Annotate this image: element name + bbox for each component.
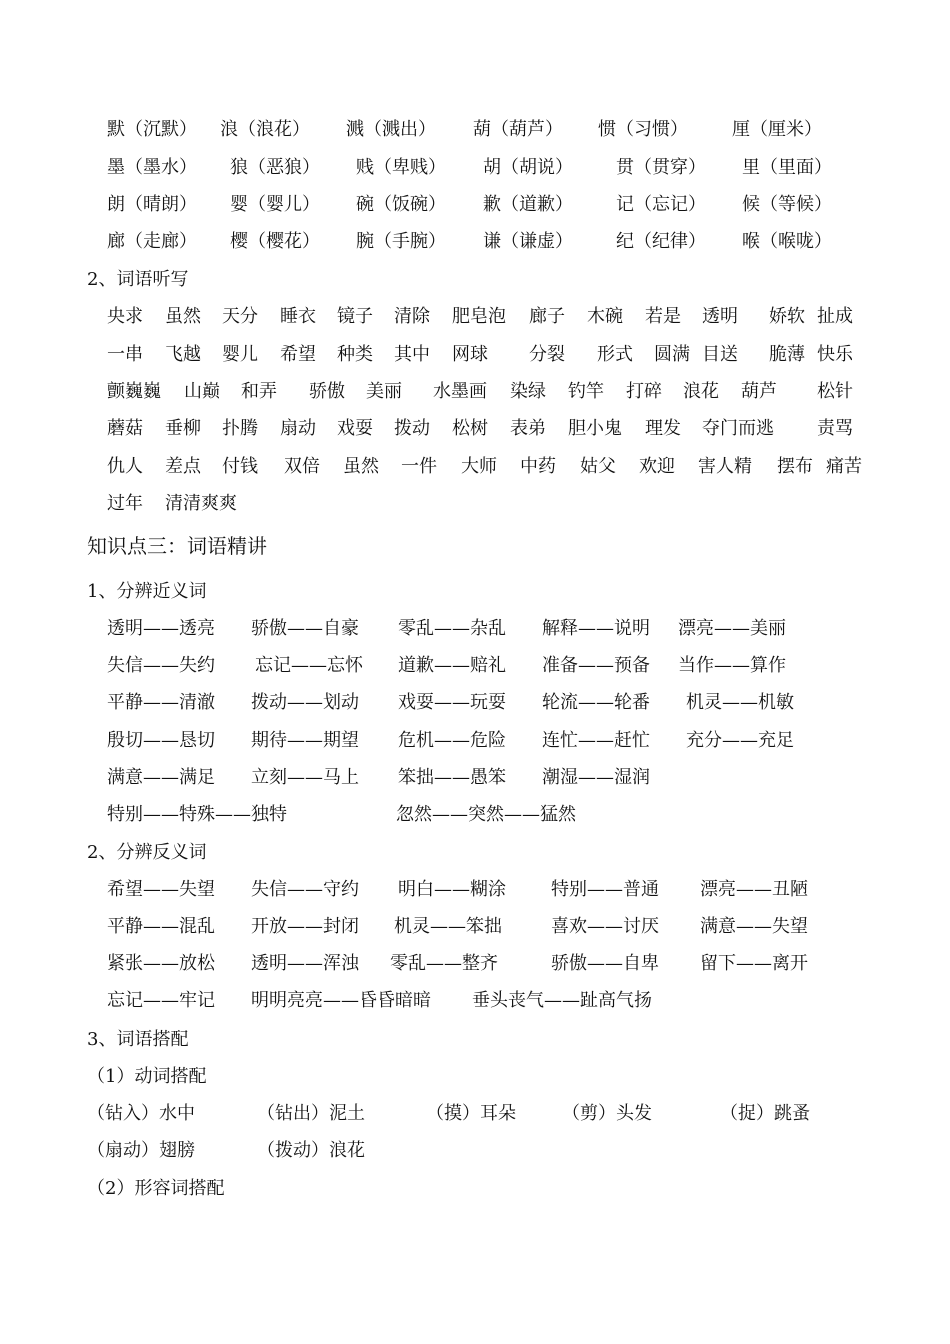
synonyms-heading: 1、分辨近义词 <box>87 581 207 602</box>
collocation-item: （钻出）泥土 <box>257 1103 365 1124</box>
word-item: 垂柳 <box>165 418 201 439</box>
word-pair: 满意——失望 <box>700 916 808 937</box>
char-item: 婴（婴儿） <box>230 194 320 215</box>
word-item: 害人精 <box>698 456 752 477</box>
word-pair: 满意——满足 <box>107 767 215 788</box>
word-item: 理发 <box>645 418 681 439</box>
section-title: 知识点三：词语精讲 <box>87 534 267 558</box>
word-item: 扇动 <box>280 418 316 439</box>
word-pair: 紧张——放松 <box>107 953 215 974</box>
char-item: 纪（纪律） <box>616 231 706 252</box>
collocation-item: （剪）头发 <box>562 1103 652 1124</box>
word-item: 种类 <box>337 344 373 365</box>
word-pair: 零乱——整齐 <box>390 953 498 974</box>
word-item: 天分 <box>222 306 258 327</box>
word-item: 颤巍巍 <box>107 381 161 402</box>
word-pair: 喜欢——讨厌 <box>551 916 659 937</box>
word-item: 仇人 <box>107 456 143 477</box>
word-pair: 骄傲——自豪 <box>251 618 359 639</box>
word-pair: 骄傲——自卑 <box>551 953 659 974</box>
word-item: 山巅 <box>184 381 220 402</box>
word-item: 其中 <box>394 344 430 365</box>
word-pair: 失信——守约 <box>251 879 359 900</box>
word-item: 大师 <box>461 456 497 477</box>
word-item: 骄傲 <box>309 381 345 402</box>
word-item: 透明 <box>702 306 738 327</box>
word-pair: 拨动——划动 <box>251 692 359 713</box>
word-item: 和弄 <box>241 381 277 402</box>
word-pair: 危机——危险 <box>398 730 506 751</box>
word-item: 廊子 <box>529 306 565 327</box>
char-item: 厘（厘米） <box>732 119 822 140</box>
word-pair: 解释——说明 <box>542 618 650 639</box>
char-item: 默（沉默） <box>107 119 197 140</box>
word-item: 央求 <box>107 306 143 327</box>
word-item: 松树 <box>452 418 488 439</box>
char-item: 碗（饭碗） <box>356 194 446 215</box>
word-item: 戏耍 <box>337 418 373 439</box>
word-pair: 明白——糊涂 <box>398 879 506 900</box>
word-item: 一件 <box>401 456 437 477</box>
word-item: 葫芦 <box>741 381 777 402</box>
word-item: 欢迎 <box>639 456 675 477</box>
word-item: 圆满 <box>654 344 690 365</box>
char-item: 狼（恶狼） <box>230 157 320 178</box>
verb-collocation-heading: （1）动词搭配 <box>87 1066 207 1087</box>
word-item: 浪花 <box>683 381 719 402</box>
word-pair: 殷切——恳切 <box>107 730 215 751</box>
word-item: 责骂 <box>817 418 853 439</box>
word-pair: 轮流——轮番 <box>542 692 650 713</box>
word-item: 差点 <box>165 456 201 477</box>
char-item: 墨（墨水） <box>107 157 197 178</box>
word-pair: 机灵——笨拙 <box>394 916 502 937</box>
word-item: 摆布 <box>777 456 813 477</box>
word-pair: 漂亮——美丽 <box>678 618 786 639</box>
char-item: 贱（卑贱） <box>356 157 446 178</box>
word-pair: 特别——普通 <box>551 879 659 900</box>
word-pair: 立刻——马上 <box>251 767 359 788</box>
word-item: 打碎 <box>626 381 662 402</box>
word-pair: 当作——算作 <box>678 655 786 676</box>
char-item: 胡（胡说） <box>483 157 573 178</box>
collocation-item: （拨动）浪花 <box>257 1140 365 1161</box>
word-pair: 笨拙——愚笨 <box>398 767 506 788</box>
word-pair: 平静——混乱 <box>107 916 215 937</box>
char-item: 候（等候） <box>742 194 832 215</box>
char-item: 贯（贯穿） <box>616 157 706 178</box>
word-pair: 充分——充足 <box>686 730 794 751</box>
word-pair: 戏耍——玩耍 <box>398 692 506 713</box>
char-item: 廊（走廊） <box>107 231 197 252</box>
collocation-item: （扇动）翅膀 <box>87 1140 195 1161</box>
word-pair: 忽然——突然——猛然 <box>396 804 576 825</box>
char-item: 朗（晴朗） <box>107 194 197 215</box>
word-item: 若是 <box>645 306 681 327</box>
adj-collocation-heading: （2）形容词搭配 <box>87 1178 225 1199</box>
word-item: 蘑菇 <box>107 418 143 439</box>
collocation-item: （钻入）水中 <box>87 1103 195 1124</box>
word-pair: 透明——浑浊 <box>251 953 359 974</box>
word-pair: 期待——期望 <box>251 730 359 751</box>
word-pair: 连忙——赶忙 <box>542 730 650 751</box>
word-pair: 留下——离开 <box>700 953 808 974</box>
word-pair: 潮湿——湿润 <box>542 767 650 788</box>
word-item: 脆薄 <box>769 344 805 365</box>
word-item: 虽然 <box>343 456 379 477</box>
word-pair: 忘记——忘怀 <box>255 655 363 676</box>
word-item: 钓竿 <box>568 381 604 402</box>
char-item: 葫（葫芦） <box>473 119 563 140</box>
word-pair: 特别——特殊——独特 <box>107 804 287 825</box>
word-pair: 道歉——赔礼 <box>398 655 506 676</box>
word-pair: 希望——失望 <box>107 879 215 900</box>
word-item: 希望 <box>280 344 316 365</box>
char-item: 喉（喉咙） <box>742 231 832 252</box>
word-item: 过年 <box>107 493 143 514</box>
word-item: 木碗 <box>587 306 623 327</box>
antonyms-heading: 2、分辨反义词 <box>87 842 207 863</box>
dictation-heading: 2、词语听写 <box>87 269 189 290</box>
word-item: 网球 <box>452 344 488 365</box>
word-item: 松针 <box>817 381 853 402</box>
collocation-heading: 3、词语搭配 <box>87 1029 189 1050</box>
word-item: 清除 <box>394 306 430 327</box>
word-item: 镜子 <box>337 306 373 327</box>
word-item: 虽然 <box>165 306 201 327</box>
word-item: 双倍 <box>284 456 320 477</box>
char-item: 谦（谦虚） <box>483 231 573 252</box>
word-item: 付钱 <box>222 456 258 477</box>
word-pair: 垂头丧气——趾高气扬 <box>472 990 652 1011</box>
char-item: 溅（溅出） <box>346 119 436 140</box>
word-item: 表弟 <box>510 418 546 439</box>
word-item: 娇软 <box>769 306 805 327</box>
word-pair: 忘记——牢记 <box>107 990 215 1011</box>
word-item: 快乐 <box>817 344 853 365</box>
word-item: 清清爽爽 <box>165 493 237 514</box>
char-item: 记（忘记） <box>616 194 706 215</box>
word-item: 形式 <box>597 344 633 365</box>
char-item: 惯（习惯） <box>598 119 688 140</box>
word-item: 胆小鬼 <box>568 418 622 439</box>
word-item: 中药 <box>520 456 556 477</box>
word-pair: 失信——失约 <box>107 655 215 676</box>
word-item: 目送 <box>702 344 738 365</box>
word-item: 分裂 <box>529 344 565 365</box>
word-item: 扑腾 <box>222 418 258 439</box>
word-item: 睡衣 <box>280 306 316 327</box>
word-pair: 开放——封闭 <box>251 916 359 937</box>
word-pair: 准备——预备 <box>542 655 650 676</box>
word-item: 痛苦 <box>826 456 862 477</box>
word-item: 拨动 <box>394 418 430 439</box>
word-pair: 零乱——杂乱 <box>398 618 506 639</box>
word-item: 染绿 <box>510 381 546 402</box>
word-item: 飞越 <box>165 344 201 365</box>
collocation-item: （捉）跳蚤 <box>720 1103 810 1124</box>
char-item: 腕（手腕） <box>356 231 446 252</box>
word-item: 姑父 <box>580 456 616 477</box>
word-item: 一串 <box>107 344 143 365</box>
word-pair: 明明亮亮——昏昏暗暗 <box>251 990 431 1011</box>
char-item: 樱（樱花） <box>230 231 320 252</box>
word-pair: 机灵——机敏 <box>686 692 794 713</box>
collocation-item: （摸）耳朵 <box>426 1103 516 1124</box>
char-item: 歉（道歉） <box>483 194 573 215</box>
word-pair: 透明——透亮 <box>107 618 215 639</box>
word-item: 婴儿 <box>222 344 258 365</box>
word-pair: 漂亮——丑陋 <box>700 879 808 900</box>
word-pair: 平静——清澈 <box>107 692 215 713</box>
word-item: 美丽 <box>366 381 402 402</box>
word-item: 肥皂泡 <box>452 306 506 327</box>
char-item: 里（里面） <box>742 157 832 178</box>
word-item: 水墨画 <box>433 381 487 402</box>
word-item: 扯成 <box>817 306 853 327</box>
word-item: 夺门而逃 <box>702 418 774 439</box>
char-item: 浪（浪花） <box>220 119 310 140</box>
